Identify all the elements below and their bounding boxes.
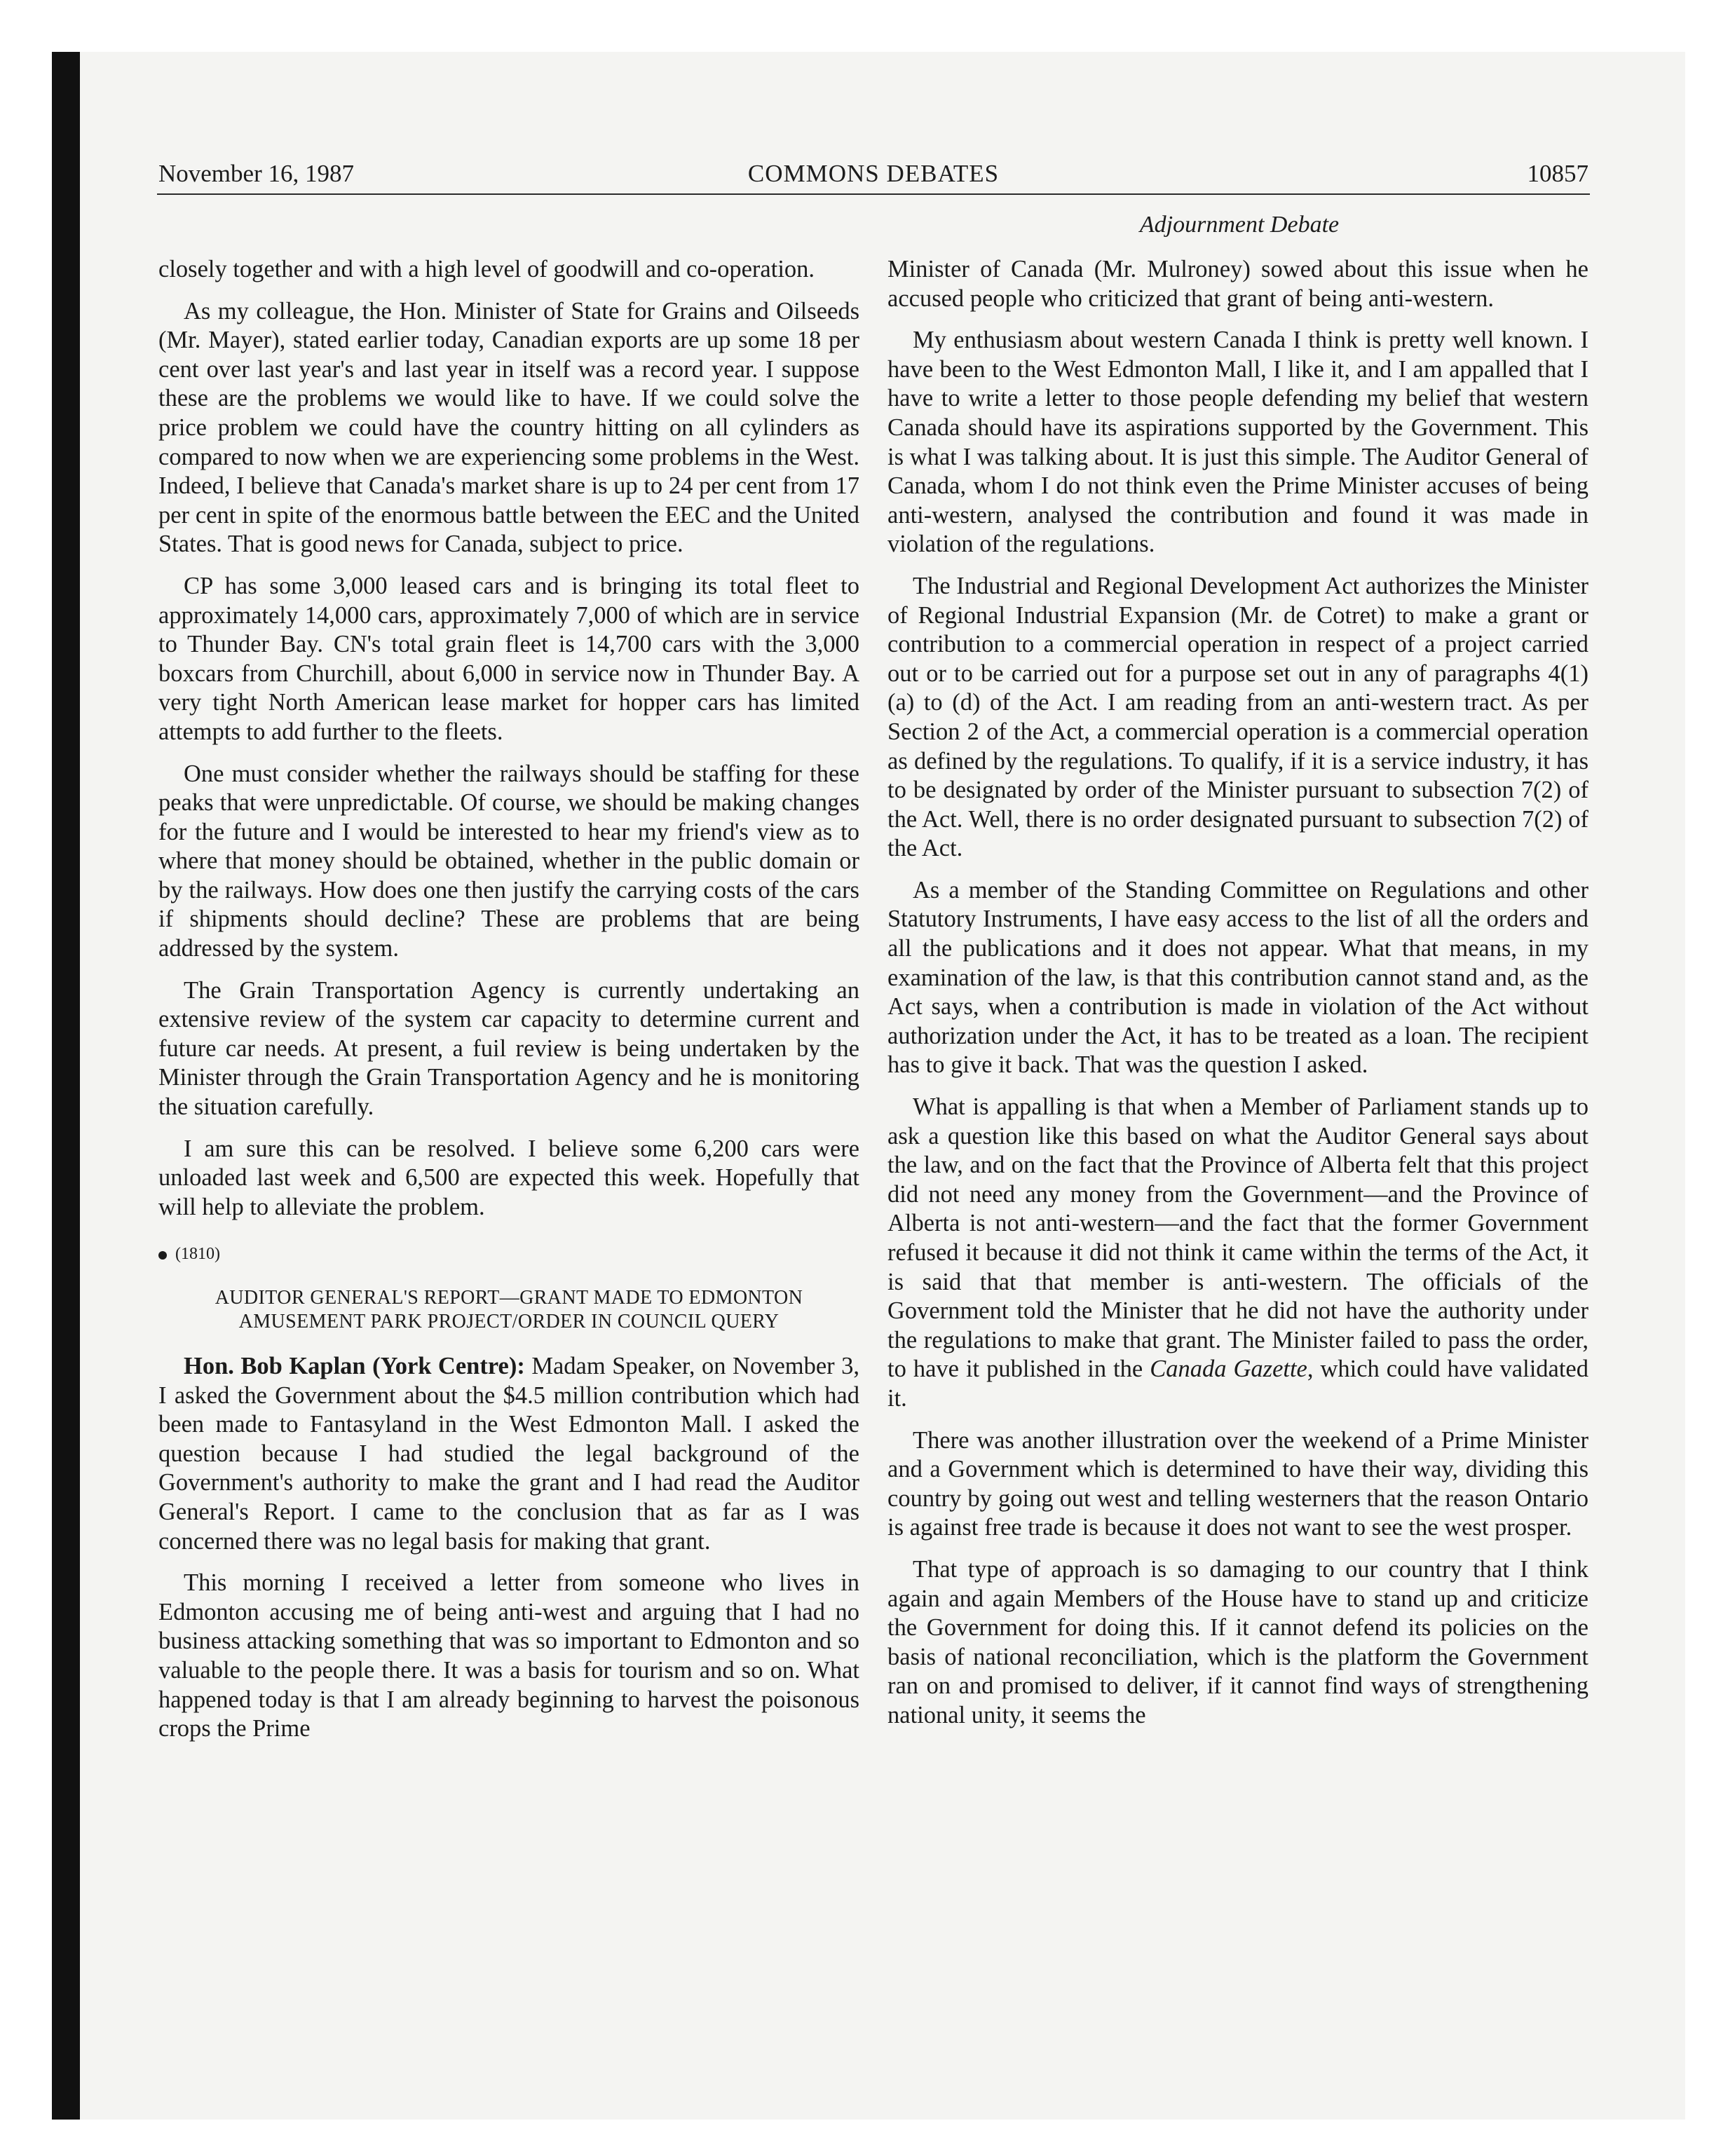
paragraph: [887, 1093, 1588, 1414]
scan-edge-bar: [52, 52, 80, 2120]
left-column: [158, 255, 859, 1756]
header-title: COMMONS DEBATES: [747, 160, 1000, 187]
speech-text: Madam Speaker, on November 3, I asked the Government about the $4.5 million contribution which had been made to Fantasyland in the West Edmonton Mall. I asked the question because I had studied the legal background of the Government's authority to make the grant and I had read the Auditor General's Report. I came to the conclusion that as far as I was concerned there was no legal basis for making that grant.: [158, 1353, 860, 1555]
paragraph: This morning I received a letter from someone who lives in Edmonton accusing me of being anti-west and arguing that I had no business attacking something that was so important to Edmonton and so valuable to the people there. It was a basis for tourism and so on. What happened today is that I am already beginning to harvest the poisonous crops the Prime: [158, 1569, 859, 1742]
paragraph: The Industrial and Regional Development Act authorizes the Minister of Regional Industrial Expansion (Mr. de Cotret) to make a grant or contribution to a commercial operation in respect of a project carried out or to be carried out for a purpose set out in any of paragraphs 4(1)(a) to (d) of the Act. I am reading from an anti-western tract. As per Section 2 of the Act, a commercial operation is a commercial operation as defined by the regulations. To qualify, if it is a service industry, it has to be designated by order of the Minister pursuant to subsection 7(2) of the Act. Well, there is no order designated pursuant to subsection 7(2) of the Act.: [887, 572, 1588, 862]
publication-title: Canada Gazette: [1150, 1356, 1307, 1383]
paragraph: That type of approach is so damaging to our country that I think again and again Members of the House have to stand up and criticize the Government for doing this. If it cannot defend its policies on the basis of national reconciliation, which is the platform the Government ran on and promised to deliver, if it cannot find ways of strengthening national unity, it seems the: [887, 1555, 1588, 1728]
paragraph: As a member of the Standing Committee on Regulations and other Statutory Instruments, I have easy access to the list of all the orders and all the publications and it does not appear. What that means, in my examination of the law, is that this contribution cannot stand and, as the Act says, when a contribution is made in violation of the Act without authorization under the Act, it has to be treated as a loan. The recipient has to give it back. That was the question I asked.: [887, 876, 1588, 1079]
time-marker-text: (1810): [175, 1245, 220, 1264]
paragraph: closely together and with a high level of goodwill and co-operation.: [158, 256, 815, 282]
section-heading: AUDITOR GENERAL'S REPORT—GRANT MADE TO EDMONTON AMUSEMENT PARK PROJECT/ORDER IN COUNCIL QUERY: [215, 1287, 803, 1332]
section-subhead: Adjournment Debate: [1139, 212, 1340, 238]
bullet-dot-icon: [158, 1251, 167, 1260]
header-date: November 16, 1987: [158, 160, 354, 187]
header-rule: [157, 193, 1590, 195]
paragraph: The Grain Transportation Agency is currently undertaking an extensive review of the system car capacity to determine current and future car needs. At present, a fuil review is being undertaken by the Minister through the Grain Transportation Agency and he is monitoring the situation carefully.: [158, 976, 859, 1121]
paragraph: I am sure this can be resolved. I believe some 6,200 cars were unloaded last week and 6,500 are expected this week. Hopefully that will help to alleviate the problem.: [158, 1135, 859, 1220]
paragraph: CP has some 3,000 leased cars and is bringing its total fleet to approximately 14,000 cars, approximately 7,000 of which are in service to Thunder Bay. CN's total grain fleet is 14,700 cars with the 3,000 boxcars from Churchill, about 6,000 in service now in Thunder Bay. A very tight North American lease market for hopper cars has limited attempts to add further to the fleets.: [158, 572, 859, 745]
speech-paragraph: [158, 1352, 859, 1556]
page-header: [158, 160, 1588, 196]
paragraph: My enthusiasm about western Canada I think is pretty well known. I have been to the West Edmonton Mall, I like it, and I am appalled that I have to write a letter to those people defending my belief that western Canada should have its aspirations supported by the Government. This is what I was talking about. It is just this simple. The Auditor General of Canada, whom I do not think even the Prime Minister accuses of being anti-western, analysed the contribution and found it was made in violation of the regulations.: [887, 327, 1588, 558]
paragraph-text: What is appalling is that when a Member of Parliament stands up to ask a question like this based on what the Auditor General says about the law, and on the fact that the Province of Alberta felt that this project did not need any money from the Government—and the Province of Alberta is not anti-western—and the fact that the former Government refused it because it did not think it came within the terms of the Act, it is said that that member is anti-western. The officials of the Government told the Minister that he did not have the authority under the regulations to make that grant. The Minister failed to pass the order, to have it published in the: [887, 1093, 1588, 1383]
speaker-name: Hon. Bob Kaplan (York Centre):: [184, 1353, 525, 1379]
time-marker: [158, 1240, 859, 1269]
paragraph: There was another illustration over the weekend of a Prime Minister and a Government which is determined to have their way, dividing this country by going out west and telling westerners that the reason Ontario is against free trade is because it does not want to see the west prosper.: [887, 1426, 1588, 1541]
paragraph: One must consider whether the railways should be staffing for these peaks that were unpredictable. Of course, we should be making changes for the future and I would be interested to hear my friend's view as to where that money should be obtained, whether in the public domain or by the railways. How does one then justify the carrying costs of the cars if shipments should decline? These are problems that are being addressed by the system.: [158, 760, 859, 962]
header-page-number: 10857: [1527, 160, 1588, 187]
paragraph: Minister of Canada (Mr. Mulroney) sowed about this issue when he accused people who criticized that grant of being anti-western.: [887, 256, 1588, 312]
right-column: [887, 255, 1588, 1743]
paragraph-text-end: , which could have validated it.: [887, 1356, 1588, 1412]
paragraph: As my colleague, the Hon. Minister of State for Grains and Oilseeds (Mr. Mayer), stated earlier today, Canadian exports are up some 18 per cent over last year's and last year in itself was a record year. I suppose these are the problems we would like to have. If we could solve the price problem we could have the country hitting on all cylinders as compared to now when we are experiencing some problems in the West. Indeed, I believe that Canada's market share is up to 24 per cent from 17 per cent in spite of the enormous battle between the EEC and the United States. That is good news for Canada, subject to price.: [158, 297, 859, 558]
